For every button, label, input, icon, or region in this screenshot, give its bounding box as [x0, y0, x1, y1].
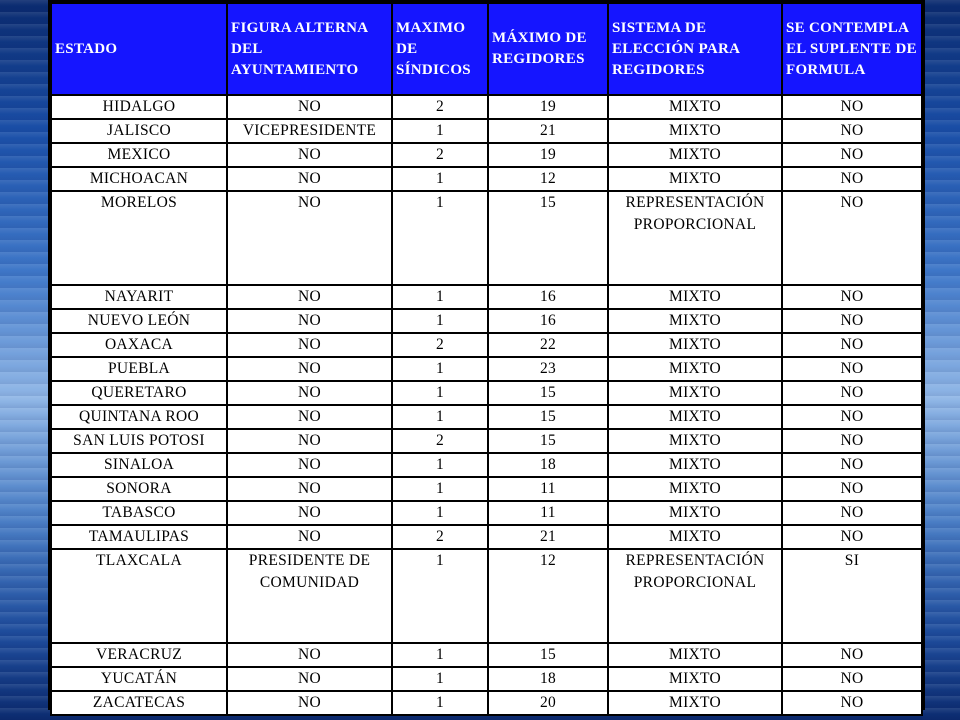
- cell-regidores: 18: [488, 667, 608, 691]
- cell-regidores: 16: [488, 285, 608, 309]
- cell-figura: NO: [227, 643, 392, 667]
- cell-suplente: SI: [782, 549, 922, 643]
- cell-suplente: NO: [782, 191, 922, 285]
- cell-sindicos: 1: [392, 477, 488, 501]
- cell-estado: MEXICO: [51, 143, 227, 167]
- cell-suplente: NO: [782, 309, 922, 333]
- cell-figura: NO: [227, 429, 392, 453]
- cell-sistema: MIXTO: [608, 309, 782, 333]
- header-figura-alterna: FIGURA ALTERNA DEL AYUNTAMIENTO: [227, 3, 392, 95]
- cell-suplente: NO: [782, 691, 922, 715]
- cell-estado: TLAXCALA: [51, 549, 227, 643]
- ayuntamiento-table: [50, 2, 923, 716]
- cell-sindicos: 1: [392, 667, 488, 691]
- cell-sistema: MIXTO: [608, 667, 782, 691]
- cell-sistema: MIXTO: [608, 691, 782, 715]
- cell-sistema: MIXTO: [608, 501, 782, 525]
- header-estado: ESTADO: [51, 3, 227, 95]
- cell-sindicos: 2: [392, 95, 488, 119]
- cell-sistema: MIXTO: [608, 143, 782, 167]
- cell-estado: TABASCO: [51, 501, 227, 525]
- cell-sindicos: 1: [392, 119, 488, 143]
- cell-regidores: 15: [488, 643, 608, 667]
- cell-sindicos: 1: [392, 405, 488, 429]
- cell-figura: NO: [227, 453, 392, 477]
- cell-estado: PUEBLA: [51, 357, 227, 381]
- cell-sindicos: 1: [392, 357, 488, 381]
- table-row: [51, 501, 922, 525]
- cell-sindicos: 2: [392, 143, 488, 167]
- cell-estado: SAN LUIS POTOSI: [51, 429, 227, 453]
- cell-figura: NO: [227, 167, 392, 191]
- cell-regidores: 23: [488, 357, 608, 381]
- cell-estado: NAYARIT: [51, 285, 227, 309]
- header-maximo-sindicos: MAXIMO DE SÍNDICOS: [392, 3, 488, 95]
- cell-sistema: MIXTO: [608, 453, 782, 477]
- cell-regidores: 11: [488, 501, 608, 525]
- table-row: [51, 95, 922, 119]
- cell-regidores: 19: [488, 95, 608, 119]
- cell-regidores: 21: [488, 525, 608, 549]
- cell-sindicos: 1: [392, 309, 488, 333]
- cell-figura: NO: [227, 525, 392, 549]
- table-row: [51, 549, 922, 643]
- cell-figura: NO: [227, 333, 392, 357]
- cell-figura: NO: [227, 381, 392, 405]
- cell-suplente: NO: [782, 501, 922, 525]
- cell-sistema: MIXTO: [608, 167, 782, 191]
- cell-estado: NUEVO LEÓN: [51, 309, 227, 333]
- cell-regidores: 16: [488, 309, 608, 333]
- cell-regidores: 20: [488, 691, 608, 715]
- cell-figura: VICEPRESIDENTE: [227, 119, 392, 143]
- table-row: [51, 333, 922, 357]
- header-suplente-formula: SE CONTEMPLA EL SUPLENTE DE FORMULA: [782, 3, 922, 95]
- cell-suplente: NO: [782, 167, 922, 191]
- cell-sindicos: 1: [392, 643, 488, 667]
- cell-sindicos: 1: [392, 453, 488, 477]
- cell-sindicos: 1: [392, 381, 488, 405]
- cell-estado: OAXACA: [51, 333, 227, 357]
- table-row: [51, 477, 922, 501]
- cell-sistema: MIXTO: [608, 477, 782, 501]
- cell-suplente: NO: [782, 477, 922, 501]
- cell-estado: QUINTANA ROO: [51, 405, 227, 429]
- cell-sistema: MIXTO: [608, 381, 782, 405]
- cell-sistema: REPRESENTACIÓN PROPORCIONAL: [608, 191, 782, 285]
- table-row: [51, 667, 922, 691]
- cell-figura: NO: [227, 143, 392, 167]
- cell-figura: NO: [227, 691, 392, 715]
- cell-suplente: NO: [782, 405, 922, 429]
- cell-regidores: 12: [488, 549, 608, 643]
- cell-estado: TAMAULIPAS: [51, 525, 227, 549]
- cell-sistema: MIXTO: [608, 95, 782, 119]
- cell-figura: NO: [227, 357, 392, 381]
- cell-regidores: 22: [488, 333, 608, 357]
- cell-suplente: NO: [782, 643, 922, 667]
- table-header-row: [51, 3, 922, 95]
- cell-suplente: NO: [782, 143, 922, 167]
- table-row: [51, 119, 922, 143]
- cell-sindicos: 1: [392, 691, 488, 715]
- cell-sistema: REPRESENTACIÓN PROPORCIONAL: [608, 549, 782, 643]
- cell-suplente: NO: [782, 453, 922, 477]
- cell-sindicos: 2: [392, 525, 488, 549]
- cell-estado: MORELOS: [51, 191, 227, 285]
- cell-sistema: MIXTO: [608, 119, 782, 143]
- cell-figura: NO: [227, 667, 392, 691]
- cell-suplente: NO: [782, 525, 922, 549]
- cell-estado: QUERETARO: [51, 381, 227, 405]
- table-row: [51, 405, 922, 429]
- cell-figura: NO: [227, 309, 392, 333]
- table-row: [51, 381, 922, 405]
- cell-estado: MICHOACAN: [51, 167, 227, 191]
- cell-figura: NO: [227, 191, 392, 285]
- cell-regidores: 15: [488, 405, 608, 429]
- cell-figura: PRESIDENTE DE COMUNIDAD: [227, 549, 392, 643]
- header-sistema-eleccion: SISTEMA DE ELECCIÓN PARA REGIDORES: [608, 3, 782, 95]
- cell-sindicos: 1: [392, 191, 488, 285]
- cell-regidores: 15: [488, 191, 608, 285]
- cell-sistema: MIXTO: [608, 643, 782, 667]
- cell-regidores: 12: [488, 167, 608, 191]
- cell-suplente: NO: [782, 333, 922, 357]
- cell-sistema: MIXTO: [608, 405, 782, 429]
- cell-sindicos: 1: [392, 167, 488, 191]
- cell-regidores: 18: [488, 453, 608, 477]
- cell-suplente: NO: [782, 429, 922, 453]
- cell-sindicos: 1: [392, 549, 488, 643]
- header-maximo-regidores: MÁXIMO DE REGIDORES: [488, 3, 608, 95]
- cell-sistema: MIXTO: [608, 357, 782, 381]
- cell-estado: HIDALGO: [51, 95, 227, 119]
- table-row: [51, 357, 922, 381]
- table-row: [51, 285, 922, 309]
- cell-regidores: 19: [488, 143, 608, 167]
- cell-sindicos: 2: [392, 429, 488, 453]
- cell-estado: ZACATECAS: [51, 691, 227, 715]
- cell-estado: VERACRUZ: [51, 643, 227, 667]
- cell-suplente: NO: [782, 119, 922, 143]
- cell-sistema: MIXTO: [608, 333, 782, 357]
- table-row: [51, 643, 922, 667]
- table-row: [51, 143, 922, 167]
- cell-sistema: MIXTO: [608, 429, 782, 453]
- cell-regidores: 11: [488, 477, 608, 501]
- table-row: [51, 191, 922, 285]
- cell-estado: SINALOA: [51, 453, 227, 477]
- cell-figura: NO: [227, 477, 392, 501]
- table-row: [51, 525, 922, 549]
- cell-figura: NO: [227, 405, 392, 429]
- cell-regidores: 15: [488, 381, 608, 405]
- cell-suplente: NO: [782, 95, 922, 119]
- cell-regidores: 21: [488, 119, 608, 143]
- slide-table-panel: [48, 0, 925, 710]
- cell-sindicos: 1: [392, 285, 488, 309]
- cell-suplente: NO: [782, 285, 922, 309]
- cell-sindicos: 2: [392, 333, 488, 357]
- cell-sindicos: 1: [392, 501, 488, 525]
- cell-suplente: NO: [782, 357, 922, 381]
- table-row: [51, 309, 922, 333]
- table-row: [51, 167, 922, 191]
- cell-sistema: MIXTO: [608, 525, 782, 549]
- cell-suplente: NO: [782, 667, 922, 691]
- table-row: [51, 429, 922, 453]
- cell-estado: SONORA: [51, 477, 227, 501]
- cell-sistema: MIXTO: [608, 285, 782, 309]
- table-row: [51, 691, 922, 715]
- cell-figura: NO: [227, 95, 392, 119]
- table-row: [51, 453, 922, 477]
- cell-suplente: NO: [782, 381, 922, 405]
- cell-estado: YUCATÁN: [51, 667, 227, 691]
- cell-regidores: 15: [488, 429, 608, 453]
- cell-figura: NO: [227, 285, 392, 309]
- cell-figura: NO: [227, 501, 392, 525]
- cell-estado: JALISCO: [51, 119, 227, 143]
